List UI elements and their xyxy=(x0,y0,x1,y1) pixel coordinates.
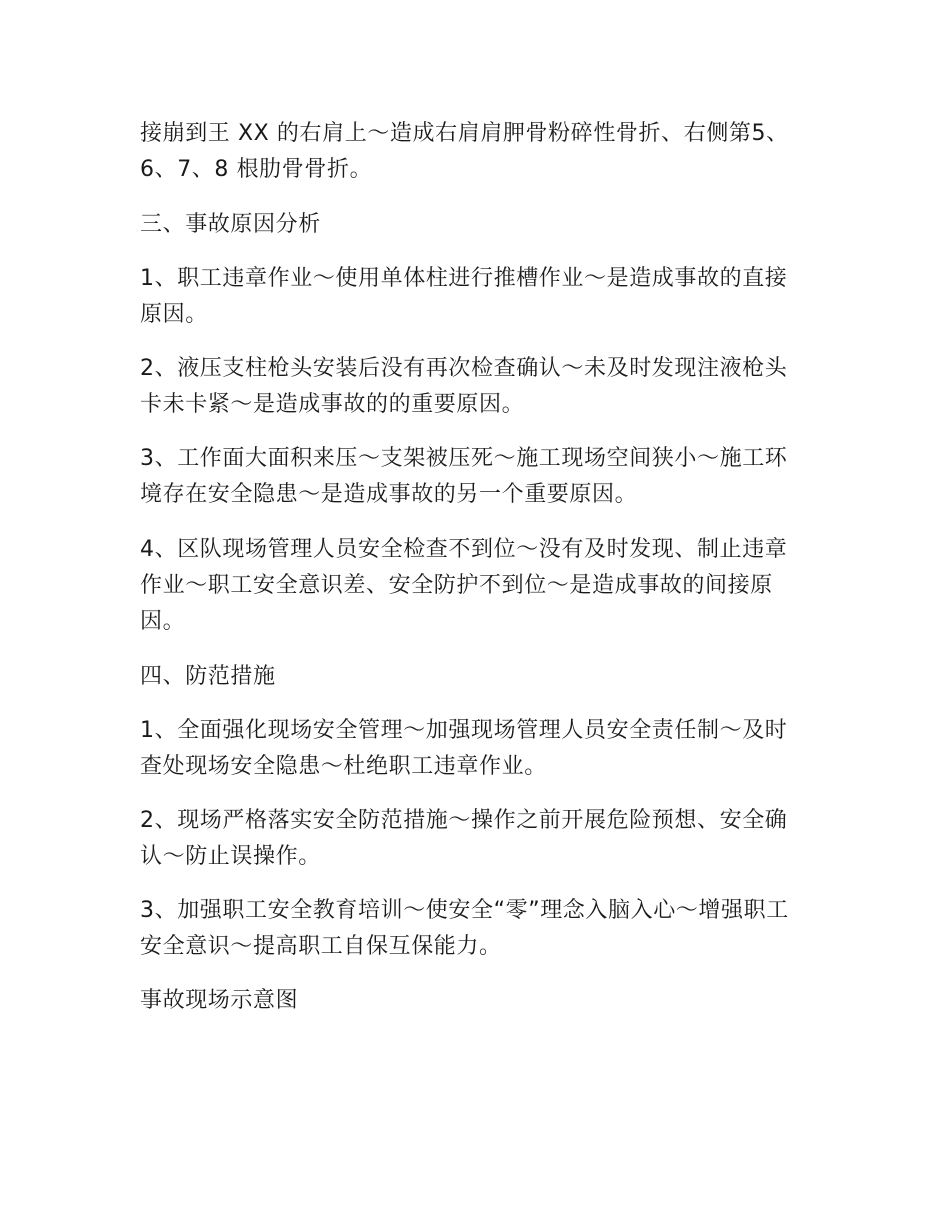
paragraph-cause-4: 4、区队现场管理人员安全检查不到位～没有及时发现、制止违章作业～职工安全意识差、安全防护不到位～是造成事故的间接原因。 xyxy=(140,537,788,634)
paragraph-measure-2: 2、现场严格落实安全防范措施～操作之前开展危险预想、安全确认～防止误操作。 xyxy=(140,808,788,869)
paragraph-measure-1: 1、全面强化现场安全管理～加强现场管理人员安全责任制～及时查处现场安全隐患～杜绝职工违章作业。 xyxy=(140,718,788,779)
paragraph-cause-2: 2、液压支柱枪头安装后没有再次检查确认～未及时发现注液枪头卡未卡紧～是造成事故的的重要原因。 xyxy=(140,356,788,417)
heading-preventive-measures: 四、防范措施 xyxy=(140,664,276,689)
paragraph-cause-3: 3、工作面大面积来压～支架被压死～施工现场空间狭小～施工环境存在安全隐患～是造成事故的另一个重要原因。 xyxy=(140,446,788,507)
paragraph-cause-1: 1、职工违章作业～使用单体柱进行推槽作业～是造成事故的直接原因。 xyxy=(140,266,788,327)
paragraph-measure-3: 3、加强职工安全教育培训～使安全“零”理念入脑入心～增强职工安全意识～提高职工自保互保能力。 xyxy=(140,898,789,959)
heading-cause-analysis: 三、事故原因分析 xyxy=(140,212,321,237)
paragraph-injury-description: 接崩到王 XX 的右肩上～造成右肩肩胛骨粉碎性骨折、右侧第5、6、7、8 根肋骨骨折。 xyxy=(140,121,789,182)
heading-scene-diagram: 事故现场示意图 xyxy=(140,988,299,1013)
